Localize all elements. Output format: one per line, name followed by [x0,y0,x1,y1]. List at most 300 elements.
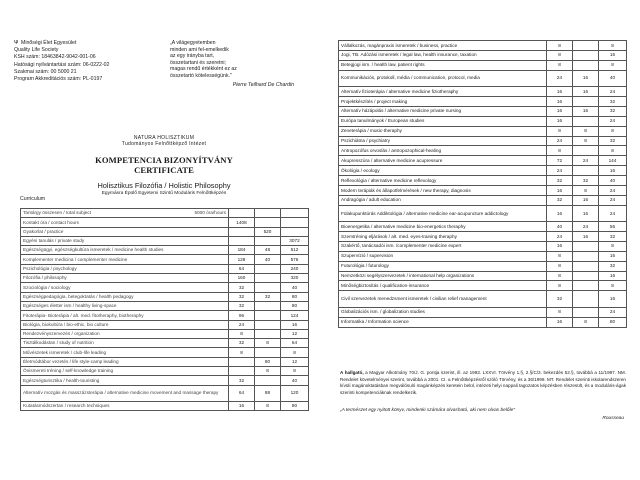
hours-study: 12 [281,357,309,366]
hours-study: 8 [281,367,309,376]
hours-study: 8 [599,281,627,291]
subject-label: Rendezvényszervezés / organization [23,331,100,337]
hours-contact: 32 [229,292,255,301]
hours-contact: 32 [229,301,255,310]
table-row [339,70,627,86]
right-page [338,40,628,480]
hours-study: 16 [599,50,627,60]
hours-practice: 24 [573,222,599,232]
hours-study: 12 [281,329,309,338]
subject-label: Modern terápiák és állapotfelmérések / new therapy, diagnosis [341,187,471,193]
subject-label: Pszichológia / psychology [23,266,77,272]
hours-study: 80 [281,401,309,410]
hours-study: 240 [281,264,309,273]
institute-name: NATURA HOLISZTIKUM [133,135,195,141]
subject-label: Európa tanulmányok / European studies [341,118,425,124]
hours-study [281,209,309,218]
subject-name [21,209,229,218]
subject-name [339,136,547,146]
hours-practice: 40 [255,255,281,264]
hours-practice [573,60,599,70]
subject-label: Informatika / Information science [341,319,409,325]
table-row [21,246,309,255]
table-row [21,292,309,301]
table-row [21,264,309,273]
hours-study: 80 [599,317,627,327]
hours-practice: 8 [255,367,281,376]
subject-name [21,385,229,401]
hours-contact: 16 [547,87,573,97]
subject-name [339,222,547,232]
hours-contact: 32 [547,291,573,307]
hours-contact: 8 [547,50,573,60]
hours-study: 80 [281,301,309,310]
subject-label: Gyakorlat / practice [23,228,64,234]
subject-name [21,292,229,301]
subject-label: Pszichiátria / psychiatry [341,138,390,144]
hours-practice [255,283,281,292]
curriculum-label: Curriculum [20,196,46,202]
subject-name [339,146,547,156]
hours-study: 320 [281,274,309,283]
org-line: KSH szám: 18463842-9042-001-06 [14,54,96,61]
subject-label: Szakértő, tanácsadói ism. /complementer medicine expert [341,243,462,249]
subject-name [21,255,229,264]
program-name: Holisztikus Filozófia / Holistic Philosophy [97,181,231,190]
subject-name [21,401,229,410]
table-row [339,195,627,205]
table-row [21,357,309,366]
hours-study: 32 [599,136,627,146]
table-row [339,205,627,221]
hours-practice: 16 [573,70,599,86]
hours-practice [255,348,281,357]
hours-contact: 8 [547,60,573,70]
hours-practice: 16 [573,195,599,205]
total-hours: 5000 óra/hours [194,210,226,216]
subject-name [339,205,547,221]
subject-label: Biológia, biokultúra / bio-ethic, bio culture [23,321,109,327]
hours-study [281,218,309,227]
table-row [21,255,309,264]
subject-label: Civil szervezetek menedzsment ismeretek / civilian relief management [341,296,487,302]
hours-study: 32 [599,106,627,116]
table-row [339,307,627,317]
subject-label: Futurológia / futurology [341,263,389,269]
subject-label: Alternatív fizioterápia / alternative medicine fiziotheraphy [341,88,459,94]
table-row [339,271,627,281]
hours-study: 40 [599,176,627,186]
hours-study: 512 [281,246,309,255]
hours-study: 24 [599,116,627,126]
hours-practice: 8 [573,317,599,327]
quote-line: magas rendű értékként ez az [170,66,237,73]
subject-label: Jogi, TB. Adózási ismeretek / legal law, health insurance, taxation [341,52,477,58]
subject-label: Egészségturisztika / health-touristing [23,377,100,383]
subject-label: Nemzetközi segélyszervezetek / international help organizations [341,273,475,279]
table-row [339,241,627,251]
subject-name [339,317,547,327]
subject-name [339,156,547,166]
hours-practice: 8 [255,339,281,348]
subject-label: Önismereti tréning / self-knowledge training [23,368,114,374]
hours-study: 40 [599,70,627,86]
hours-contact: 16 [547,241,573,251]
motto-quote: „A természet egy nyitott könyv, mindenki számára olvasható, aki nem olvas belőle" [340,408,516,413]
hours-practice [573,166,599,176]
subject-label: Kommunikációs, protokoll, média / communication, protocol, media [341,75,480,81]
table-row [21,329,309,338]
subject-label: Akupresszúra / alternative medicine acupressure [341,157,443,163]
hours-practice [573,241,599,251]
hours-study: 32 [599,96,627,106]
subject-label: Andragógia / adult education [341,197,401,203]
hours-contact: 16 [229,401,255,410]
table-row [21,283,309,292]
hours-contact: 16 [547,317,573,327]
left-page [14,38,314,478]
quote-block [170,40,310,88]
legal-note [340,370,626,396]
hours-practice: 8 [573,136,599,146]
org-line: Hatósági nyilvántartási szám: 06-0222-02 [14,61,110,68]
hours-practice: 520 [255,227,281,236]
subject-name [339,176,547,186]
hours-contact: 24 [547,70,573,86]
org-line: Program Akkreditációs szám: PL-0197 [14,76,103,83]
subject-label: Projektkészítés / project making [341,98,408,104]
hours-practice: 32 [573,176,599,186]
hours-contact: 32 [229,339,255,348]
hours-contact: 64 [229,264,255,273]
subject-name [21,320,229,329]
hours-contact: 32 [547,176,573,186]
table-row [21,311,309,320]
table-row [339,156,627,166]
hours-contact [229,209,255,218]
hours-contact: 16 [547,96,573,106]
quote-line: összetartani és szeretni; [170,59,226,66]
org-line: Szakmai szám: 00 5000 21 [14,68,77,75]
subject-label: Szupervízió / supervision [341,253,394,259]
subject-name [339,50,547,60]
subject-label: Minőségbiztosítás / qualification-insurance [341,283,430,289]
table-row [339,106,627,116]
subject-name [21,301,229,310]
hours-study: 8 [599,126,627,136]
hours-study: 8 [599,60,627,70]
subject-name [21,339,229,348]
hours-contact: 24 [547,136,573,146]
subject-name [339,70,547,86]
hours-contact [229,236,255,245]
hours-contact: 8 [547,261,573,271]
table-row [21,385,309,401]
subject-name [339,185,547,195]
subject-name [21,311,229,320]
table-row [339,60,627,70]
hours-practice [573,251,599,261]
hours-practice: 8 [255,401,281,410]
subject-label: Fülakupunktúrás Addiktológia / alternative medicine ear-acupuncture addictology [341,210,509,216]
note-lead: A hallgató, [340,370,364,375]
hours-study: 24 [599,205,627,221]
hours-contact: 128 [229,255,255,264]
subject-label: Komplementer medicina / complementer medicine [23,256,128,262]
hours-contact: 24 [547,166,573,176]
subject-name [339,251,547,261]
hours-practice: 8 [573,185,599,195]
subject-name [21,227,229,236]
subject-name [21,357,229,366]
subject-name [339,60,547,70]
subject-name [339,307,547,317]
institute-subtitle: Tudományos Felnőttképző Intézet [121,141,207,148]
hours-study: 120 [281,385,309,401]
hours-contact [229,227,255,236]
subject-name [339,41,547,51]
hours-practice: 32 [255,292,281,301]
hours-contact: 32 [229,283,255,292]
hours-study: 16 [599,166,627,176]
subject-label: Filozófia / philosophy [23,275,67,281]
organization-block [14,40,164,83]
table-row [21,227,309,236]
hours-practice [573,281,599,291]
hours-study: 8 [281,348,309,357]
hours-practice: 16 [573,87,599,97]
hours-contact: 32 [229,376,255,385]
subject-label: Tisztálkodástan / study of nutrition [23,340,94,346]
curriculum-table-right [338,40,627,328]
quote-line: az egy irányba tart, [170,53,215,60]
hours-contact: 40 [547,222,573,232]
hours-study: 16 [599,291,627,307]
subject-name [339,195,547,205]
table-row [339,126,627,136]
subject-name [21,264,229,273]
table-row [21,274,309,283]
subject-label: Antropozófus orvoslás / antropozophical-healing [341,147,442,153]
hours-contact: 8 [547,251,573,261]
subject-label: Egészséges életter ism / healthy living-space [23,303,117,309]
subject-name [21,246,229,255]
hours-contact: 8 [547,281,573,291]
title-english: CERTIFICATE [134,165,194,175]
subject-label: Művészetek ismeretek / club-life leading [23,349,107,355]
subject-name [339,126,547,136]
table-row [21,376,309,385]
hours-contact [229,367,255,376]
subject-name [21,348,229,357]
table-row [339,96,627,106]
hours-contact: 8 [229,329,255,338]
hours-contact: 1408 [229,218,255,227]
subject-label: Tantárgy összesen / total subject [23,210,92,216]
hours-study: 56 [599,222,627,232]
hours-contact: 8 [229,348,255,357]
program-subtitle: Egymásra Épülő Egyetemi Szintű Moduláris Felnőttképzés [101,191,227,196]
subject-label: Szociológia / sociology [23,284,71,290]
subject-name [21,376,229,385]
hours-study: 8 [599,146,627,156]
title-hungarian: KOMPETENCIA BIZONYÍTVÁNY [95,155,233,165]
subject-label: Fitoterápia- Bioterápia / alt. med. fitotheraphy, biotheraphy [23,312,144,318]
hours-study: 40 [281,283,309,292]
hours-study: 24 [599,307,627,317]
hours-practice [255,274,281,283]
table-row [21,401,309,410]
hours-practice: 80 [255,357,281,366]
hours-practice [573,96,599,106]
table-row [21,301,309,310]
hours-study [281,227,309,236]
table-row [339,281,627,291]
hours-practice: 16 [573,205,599,221]
psi-logo-icon: Ψ [14,40,19,46]
subject-name [339,96,547,106]
table-row [339,317,627,327]
hours-practice [573,116,599,126]
hours-study: 16 [599,251,627,261]
hours-contact: 8 [547,126,573,136]
quote-line: „A világegyetemben [170,40,216,46]
hours-practice [573,291,599,307]
hours-practice [573,271,599,281]
hours-contact: 96 [229,311,255,320]
hours-practice [573,307,599,317]
certificate-title [54,155,274,175]
table-row [21,348,309,357]
hours-study: 24 [599,185,627,195]
table-row [21,320,309,329]
subject-label: Életmódtábor vezetés / life style-camp leading [23,359,119,364]
hours-study: 3072 [281,236,309,245]
hours-practice [573,41,599,51]
hours-study: 576 [281,255,309,264]
subject-label: Globalizációs ism. / globalization studies [341,309,425,315]
table-row [339,251,627,261]
hours-study: 8 [599,241,627,251]
institute-block [54,135,274,148]
table-row [339,41,627,51]
hours-contact: 16 [547,116,573,126]
table-row [339,185,627,195]
quote-line: összetartó kötelességünk." [170,72,232,79]
hours-study: 16 [599,271,627,281]
subject-name [339,241,547,251]
hours-contact: 184 [229,246,255,255]
subject-label: Kontakt óra / contact hours [23,219,80,225]
hours-contact: 16 [547,185,573,195]
subject-name [339,281,547,291]
subject-name [339,271,547,281]
subject-name [21,236,229,245]
subject-label: Alternatív házápolás / alternative medicine private nursing [341,108,462,114]
subject-label: Zeneterápia / music-theraphy [341,128,402,134]
subject-name [339,106,547,116]
hours-contact: 8 [547,271,573,281]
hours-study: 64 [281,339,309,348]
table-row [339,291,627,307]
table-row [21,209,309,218]
subject-name [339,87,547,97]
hours-contact [229,357,255,366]
subject-label: Bioenergetika / alternative medicine bio-energetics theraphy [341,223,466,229]
subject-label: Egészségügyi, egészségkultúra ismeretek / medicine health studies [23,247,164,253]
hours-study: 40 [281,376,309,385]
table-row [21,367,309,376]
subject-name [339,232,547,242]
quote-line: minden ami fel-emelkedik [170,46,229,53]
subject-name [21,218,229,227]
program-block [54,181,274,197]
hours-practice: 24 [573,156,599,166]
hours-contact: 72 [547,156,573,166]
subject-label: Alternatív mozgás és masszázsterápia / alternative medicine movement and massage therapy [23,390,219,396]
table-row [339,176,627,186]
table-row [339,146,627,156]
subject-name [21,367,229,376]
hours-practice [573,146,599,156]
table-row [339,50,627,60]
subject-label: Kutatásmódszertan / research techniques [23,402,110,408]
org-line: Quality Life Society [14,47,59,54]
note-text: a Magyar Alkotmány 70/J. G. pontja szerint, ill. az 1993. LXXVI. Törvény 1.§, 2.§/C/3. bekezdés 52.§, továbbá a 11/1997. NM. Rendelet követelményei szerint, továbbá a 2001. CI. a Felnőttképzésről szóló Törvény, és a 36/1999. MT. Rendelet szerinti iskolarendszeren kívüli magánoktatásban megválósuló magánképzés keretein belül, intézeti helyi nappali tagozatos képzésben részesült, és a moduláris-ágak szerinti kompetenciáknak rendelkezik. [340,370,626,395]
hours-study: 32 [599,261,627,271]
subject-name [339,166,547,176]
hours-practice: 16 [573,106,599,116]
subject-label: Betegjogi ism. / health law, patient rights [341,62,425,68]
hours-study: 80 [281,292,309,301]
hours-practice [255,236,281,245]
hours-study: 124 [281,311,309,320]
hours-contact: 8 [547,146,573,156]
hours-contact: 16 [547,205,573,221]
table-row [339,136,627,146]
table-row [339,166,627,176]
hours-practice [255,311,281,320]
hours-study: 16 [281,320,309,329]
motto-author: Rousseau [602,416,624,421]
hours-contact: 32 [547,195,573,205]
hours-practice [255,209,281,218]
hours-practice [255,218,281,227]
hours-practice [255,301,281,310]
hours-practice [573,261,599,271]
org-name: Minőségi Élet Egyesület [21,40,77,46]
subject-label: Vállalkozás, magánpraxis ismeretek / business, practice [341,42,458,48]
table-row [339,232,627,242]
hours-practice: 8 [573,126,599,136]
hours-contact: 160 [229,274,255,283]
subject-name [339,116,547,126]
hours-study: 144 [599,156,627,166]
table-row [339,116,627,126]
subject-name [21,329,229,338]
hours-practice [255,376,281,385]
hours-practice: 88 [255,385,281,401]
hours-contact: 16 [547,106,573,116]
subject-label: Reflexológia / alternative medicine reflexology [341,177,437,183]
hours-practice [255,264,281,273]
hours-contact: 8 [547,307,573,317]
hours-contact: 8 [547,41,573,51]
table-row [339,87,627,97]
hours-practice [255,320,281,329]
table-row [21,236,309,245]
subject-label: Egyéni tanulás / private study [23,238,85,244]
